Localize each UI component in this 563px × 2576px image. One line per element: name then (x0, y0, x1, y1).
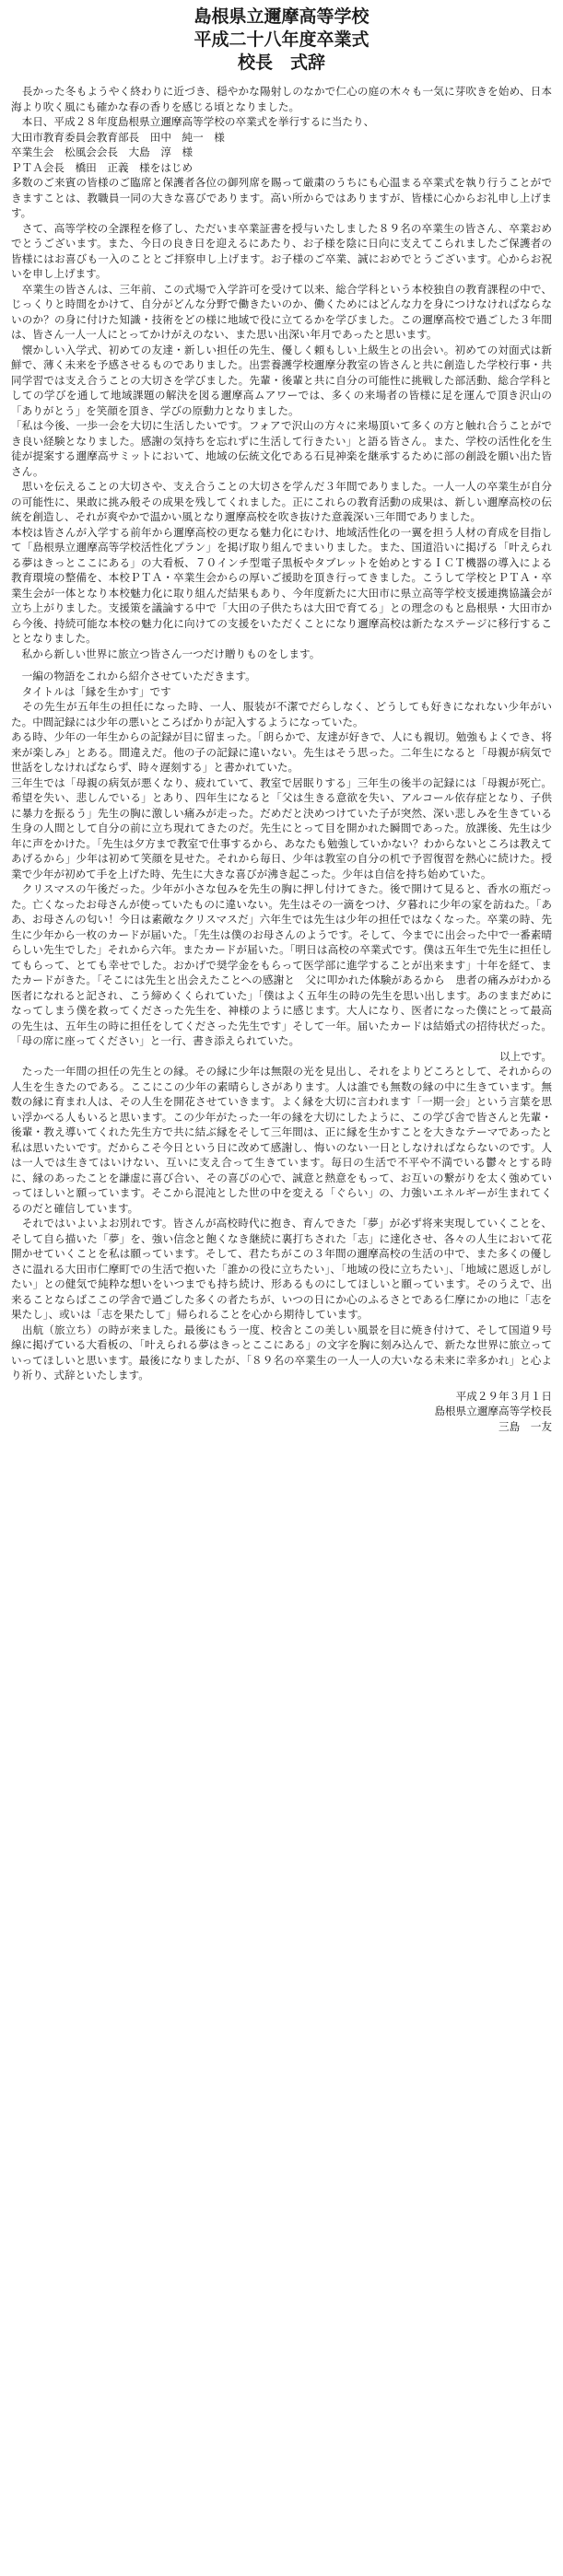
guest-line: 卒業生会 松風会会長 大島 淳 様 (11, 146, 194, 158)
signature-block (11, 1389, 552, 1435)
story-paragraph: ある時、少年の一年生からの記録が目に留まった。「朗らかで、友達が好きで、人にも親切。勉強もよくでき、将来が楽しみ」とある。間違えだ。他の子の記録に違いない。先生はそう思った。二年生になると「母親が病気で世話をしなければならず、時々遅刻する」と書かれていた。 (11, 730, 552, 774)
body-paragraph: 多数のご来賓の皆様のご臨席と保護者各位の御列席を賜って厳粛のうちにも心温まる卒業式を執り行うことができますことは、教職員一同の大きな喜びであります。高い所からではありますが、皆様に心からお礼申し上げます。 (11, 176, 552, 219)
speech-page (11, 6, 552, 1434)
story-title: タイトルは「縁を生かす」です (11, 684, 171, 698)
body-paragraph: 私から新しい世界に旅立つ皆さん一つだけ贈りものをします。 (11, 647, 321, 660)
body-paragraph: 卒業生の皆さんは、三年前、この式場で入学許可を受けて以来、総合学科という本校独自の教育課程の中で、じっくりと時間をかけて、自分がどんな分野で働きたいのか、働くためにはどんな力を身につけなければならないのか？の身に付けた知識・技術をどの様に地域で役に立てるかを学びました。この邇摩高校で過ごした３年間は、皆さん一人一人にとってかけがえのない、また思い出深い年月であったと思います。 (11, 282, 552, 341)
speech-title: 校長 式辞 (237, 52, 325, 73)
story-paragraph: その先生が五年生の担任になった時、一人、服装が不潔でだらしなく、どうしても好きになれない少年がいた。中間記録には少年の悪いところばかりが記入するようになっていた。 (11, 700, 552, 729)
guest-line: 大田市教育委員会教育部長 田中 純一 様 (11, 130, 225, 144)
body-paragraph: 本校は皆さんが入学する前年から邇摩高校の更なる魅力化にむけ、地域活性化の一翼を担う人材の育成を目指して「島根県立邇摩高等学校活性化プラン」を掲げ取り組んでまいりました。また、国道沿いに掲げる「叶えられる夢はきっとここにある」の大看板、７０インチ型電子黒板やタブレットを始めとするＩＣＴ機器の導入による教育環境の整備を、本校ＰＴＡ・卒業生会からの厚いご援助を頂き行ってきました。こうして学校とＰＴＡ・卒業生会が一体となり本校魅力化に取り組んだ結果もあり、今年度新たに大田市に県立高等学校支援連携協議会が立ち上がりました。支援策を議論する中で「大田の子供たちは大田で育てる」との理念のもと島根県・大田市から今後、持続可能な本校の魅力化に向けての支援をいただくことになり邇摩高校は新たなステージに移行することとなりました。 (11, 525, 552, 645)
body-paragraph: さて、高等学校の全課程を修了し、ただいま卒業証書を授与いたしました８９名の卒業生の皆さん、卒業おめでとうございます。また、今日の良き日を迎えるにあたり、お子様を陰に日向に支えてこられましたご保護者の皆様にはお喜びも一入のこととご拝察申し上げます。お子様のご卒業、誠におめでとうございます。心からお祝いを申し上げます。 (11, 221, 552, 280)
signature-school: 島根県立邇摩高等学校長 (434, 1405, 552, 1417)
body-paragraph: 「私は今後、一歩一会を大切に生活したいです。フォアで沢山の方々に来場頂いて多くの方と触れ合うことができ良い経験となりました。感謝の気持ちを忘れずに生活して行きたい」と語る皆さん。また、学校の活性化を生徒が提案する邇摩高サミットにおいて、地域の伝統文化である石見神楽を継承するために部の創設を願い出た皆さん。 (11, 419, 552, 478)
opening-paragraph: 本日、平成２８年度島根県立邇摩高等学校の卒業式を挙行するに当たり、 (11, 115, 375, 128)
body-paragraph: たった一年間の担任の先生との縁。その縁に少年は無限の光を見出し、それをよりどころとして、それからの人生を生きたのである。ここにこの少年の素晴らしさがあります。人は誰でも無数の縁の中に生きています。無数の縁に育まれ人は、その人生を開花させていきます。よく縁を大切に言われます「一期一会」という言葉を思い浮かべる人もいると思います。この少年がたった一年の縁を大切にしたように、この学び舎で皆さんと先輩・後輩・教え導いてくれた先生方で共に結ぶ縁をそして三年間は、正に縁を生かすことを大きなテーマであったと私は思いたいです。だからこそ今日という日に改めて感謝し、悔いのない一日としなければならないのです。人は一人では生きてはいけない、互いに支え合って生きています。毎日の生活で不平や不満でいる鬱々とする時に、縁のあったことを謙虚に喜び合い、その喜びの心で、誠意と熱意をもって、お互いの繋がりを太く強めていってほしいと願っています。そこから混沌とした世の中を変える「ぐらい」の、力強いエネルギーが生まれてくるのだと確信しています。 (11, 1065, 552, 1215)
event-title: 平成二十八年度卒業式 (194, 29, 369, 50)
story-paragraph: クリスマスの午後だった。少年が小さな包みを先生の胸に押し付けてきた。後で開けて見ると、香水の瓶だった。亡くなったお母さんが使っていたものに違いない。先生はその一滴をつけ、夕暮れに少年の家を訪ねた。「ああ、お母さんの匂い！今日は素敵なクリスマスだ」六年生では先生は少年の担任ではなくなった。卒業の時、先生に少年から一枚のカードが届いた。「先生は僕のお母さんのようです。そして、今までに出会った中で一番素晴らしい先生でした」それから六年。またカードが届いた。「明日は高校の卒業式です。僕は五年生で先生に担任してもらって、とても幸せでした。おかげで奨学金をもらって医学部に進学することが出来ます」十年を経て、またカードがきた。「そこには先生と出会えたことへの感謝と 父に叩かれた体験があるから 患者の痛みがわかる医者になれると記され、こう締めくくられていた」「僕はよく五年生の時の先生を思い出します。あのままだめになってしまう僕を救ってくださった先生を、神様のように感じます。大人になり、医者になった僕にとって最高の先生は、五年生の時に担任をしてくださった先生です」そして一年。届いたカードは結婚式の招待状だった。「母の席に座ってください」と一行、書き添えられていた。 (11, 882, 552, 1047)
speech-body (11, 84, 552, 1383)
title-block (11, 6, 552, 75)
body-paragraph: 懐かしい入学式、初めての友達・新しい担任の先生、優しく頼もしい上級生との出会い。初めての対面式は新鮮で、薄く未来を予感させるものでありました。出雲養護学校邇摩分教室の皆さんと共に創造した学校行事・共同学習では支え合うことの大切さを学びました。先輩・後輩と共に自分の可能性に挑戦した部活動、総合学科としての学びを通して地域課題の解決を図る邇摩高ムアワーでは、多くの来場者の皆様に足を運んで頂き沢山の「ありがとう」を笑顔を頂き、学びの原動力となりました。 (11, 343, 552, 417)
body-paragraph: それではいよいよお別れです。皆さんが高校時代に抱き、育んできた「夢」が必ず将来実現していくことを、そして自ら描いた「夢」を、強い信念と飽くなき継続に裏打ちされた「志」に達化させ、各々の人生において花開かせていくことを私は願っています。そして、君たちがこの３年間の邇摩高校の生活の中で、また多くの優しさに温れる大田市仁摩町での生活で抱いた「誰かの役に立ちたい」、「地域の役に立ちたい」、「地域に恩返しがしたい」との健気で純粋な想いをいつまでも持ち続け、形あるものにしてほしいと願っています。そのうえで、出来ることならばここの学舎で過ごした多くの者たちが、いつの日にか心のふるさとである仁摩にかの地に「志を果たし」、或いは「志を果たして」帰られることを心から期待しています。 (11, 1217, 552, 1321)
signature-date: 平成２９年３月１日 (455, 1389, 552, 1403)
story-paragraph: 三年生では「母親の病気が悪くなり、疲れていて、教室で居眠りする」三年生の後半の記録には「母親が死亡。希望を失い、悲しんでいる」とあり、四年生になると「父は生きる意欲を失い、アルコール依存症となり、子供に暴力を振るう」先生の胸に激しい痛みが走った。だめだと決めつけていた子が突然、深い悲しみを生きている生身の人間として自分の前に立ち現れてきたのだ。先生にとって目を開かれた瞬間であった。放課後、先生は少年に声をかけた。「先生は夕方まで教室で仕事するから、あなたも勉強していかない？わからないところは教えてあげるから」少年は初めて笑顔を見せた。それから毎日、少年は教室の自分の机で予習復習を熱心に続けた。授業で少年が初めて手を上げた時、先生に大きな喜びが沸き起こった。少年は自信を持ち始めていた。 (11, 775, 552, 880)
school-name: 島根県立邇摩高等学校 (194, 6, 369, 27)
closing-paragraph: 出航（旅立ち）の時が来ました。最後にもう一度、校舎とこの美しい風景を目に焼き付けて、そして国道９号線に掲げている大看板の、「叶えられる夢はきっとここにある」の文字を胸に刻み込んで、新たな世界に旅立っていってほしいと思います。最後になりましたが、「８９名の卒業生の一人一人の大いなる未来に幸多かれ」と心より祈り、式辞といたします。 (11, 1323, 552, 1381)
section-spacer (11, 661, 552, 669)
opening-paragraph: 長かった冬もようやく終わりに近づき、穏やかな陽射しのなかで仁心の庭の木々も一気に芽吹きを始め、日本海より吹く風にも確かな春の香りを感じる頃となりました。 (11, 85, 552, 113)
signature-name: 三島 一友 (498, 1419, 552, 1433)
story-end: 以上です。 (498, 1049, 552, 1063)
story-intro: 一編の物語をこれから紹介させていただきます。 (11, 670, 256, 682)
guest-line: ＰＴＡ会長 橋田 正義 様をはじめ (11, 160, 194, 174)
body-paragraph: 思いを伝えることの大切さや、支え合うことの大切さを学んだ３年間でありました。一人一人の卒業生が自分の可能性に、果敢に挑み般その成果を残してくれました。正にこれらの教育活動の成果は、新しい邇摩高校の伝統を創造し、それが爽やかで温かい風となり邇摩高校を吹き抜けた意義深い三年間でありました。 (11, 480, 552, 523)
